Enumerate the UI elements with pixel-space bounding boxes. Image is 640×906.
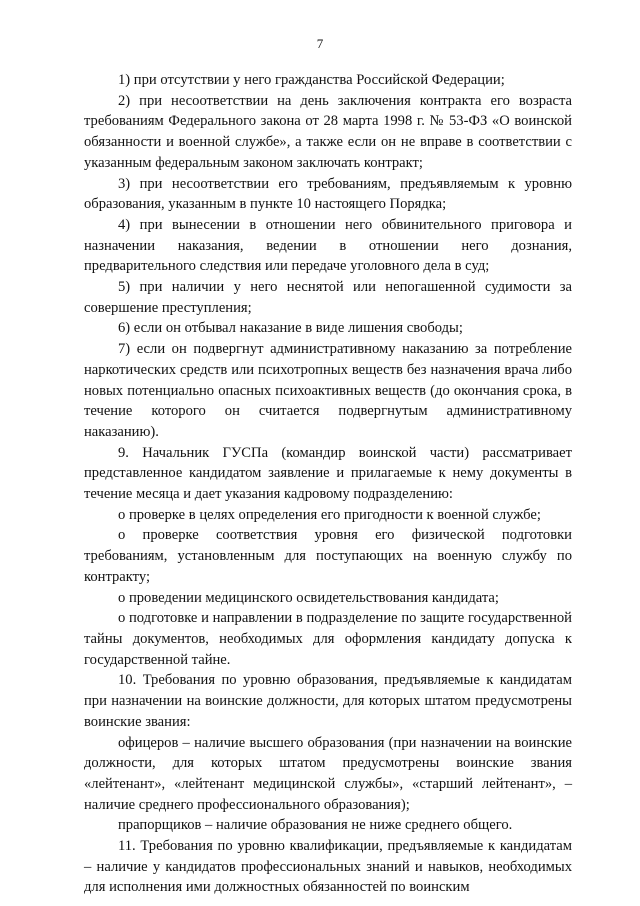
paragraph: 6) если он отбывал наказание в виде лишения свободы; [118,320,463,337]
paragraph: 1) при отсутствии у него гражданства Российской Федерации; [118,72,505,88]
paragraph: о проверке соответствия уровня его физической подготовки требованиям, установленным для поступающих на военную службу по контракту; [84,527,572,585]
paragraph: 5) при наличии у него неснятой или непогашенной судимости за совершение преступления; [84,279,572,316]
paragraph: о подготовке и направлении в подразделение по защите государственной тайны документов, необходимых для оформления кандидату допуска к государственной тайне. [84,610,572,668]
paragraph: офицеров – наличие высшего образования (при назначении на воинские должности, для которых штатом предусмотрены воинские звания «лейтенант», «лейтенант медицинской службы», «старший лейтенант», – наличие среднего профессионального образования); [84,734,572,813]
paragraph: о проверке в целях определения его пригодности к военной службе; [118,506,541,523]
document-body [84,70,572,898]
paragraph: 7) если он подвергнут административному наказанию за потребление наркотических средств или психотропных веществ без назначения врача либо новых потенциально опасных психоактивных веществ (до окончания срока, в течение которого он считается подвергнутым административному наказанию). [84,341,572,440]
page-number: 7 [316,36,324,51]
paragraph: о проведении медицинского освидетельствования кандидата; [118,589,499,606]
paragraph: 9. Начальник ГУСПа (командир воинской части) рассматривает представленное кандидатом заявление и прилагаемые к нему документы в течение месяца и дает указания кадровому подразделению: [84,444,572,503]
paragraph: 3) при несоответствии его требованиям, предъявляемым к уровню образования, указанным в пункте 10 настоящего Порядка; [84,175,572,213]
paragraph: прапорщиков – наличие образования не ниже среднего общего. [118,817,513,834]
paragraph: 2) при несоответствии на день заключения контракта его возраста требованиям Федерального закона от 28 марта 1998 г. № 53-ФЗ «О воинской обязанности и военной службе», а также если он не вправе в соответствии с указанным федеральным законом заключать контракт; [84,92,572,171]
paragraph: 11. Требования по уровню квалификации, предъявляемые к кандидатам – наличие у кандидатов профессиональных знаний и навыков, необходимых для исполнения ими должностных обязанностей по воинским [84,838,572,896]
paragraph: 10. Требования по уровню образования, предъявляемые к кандидатам при назначении на воинские должности, для которых штатом предусмотрены воинские звания: [84,672,572,730]
paragraph: 4) при вынесении в отношении него обвинительного приговора и назначении наказания, ведении в отношении него дознания, предварительного следствия или передаче уголовного дела в суд; [84,216,572,275]
